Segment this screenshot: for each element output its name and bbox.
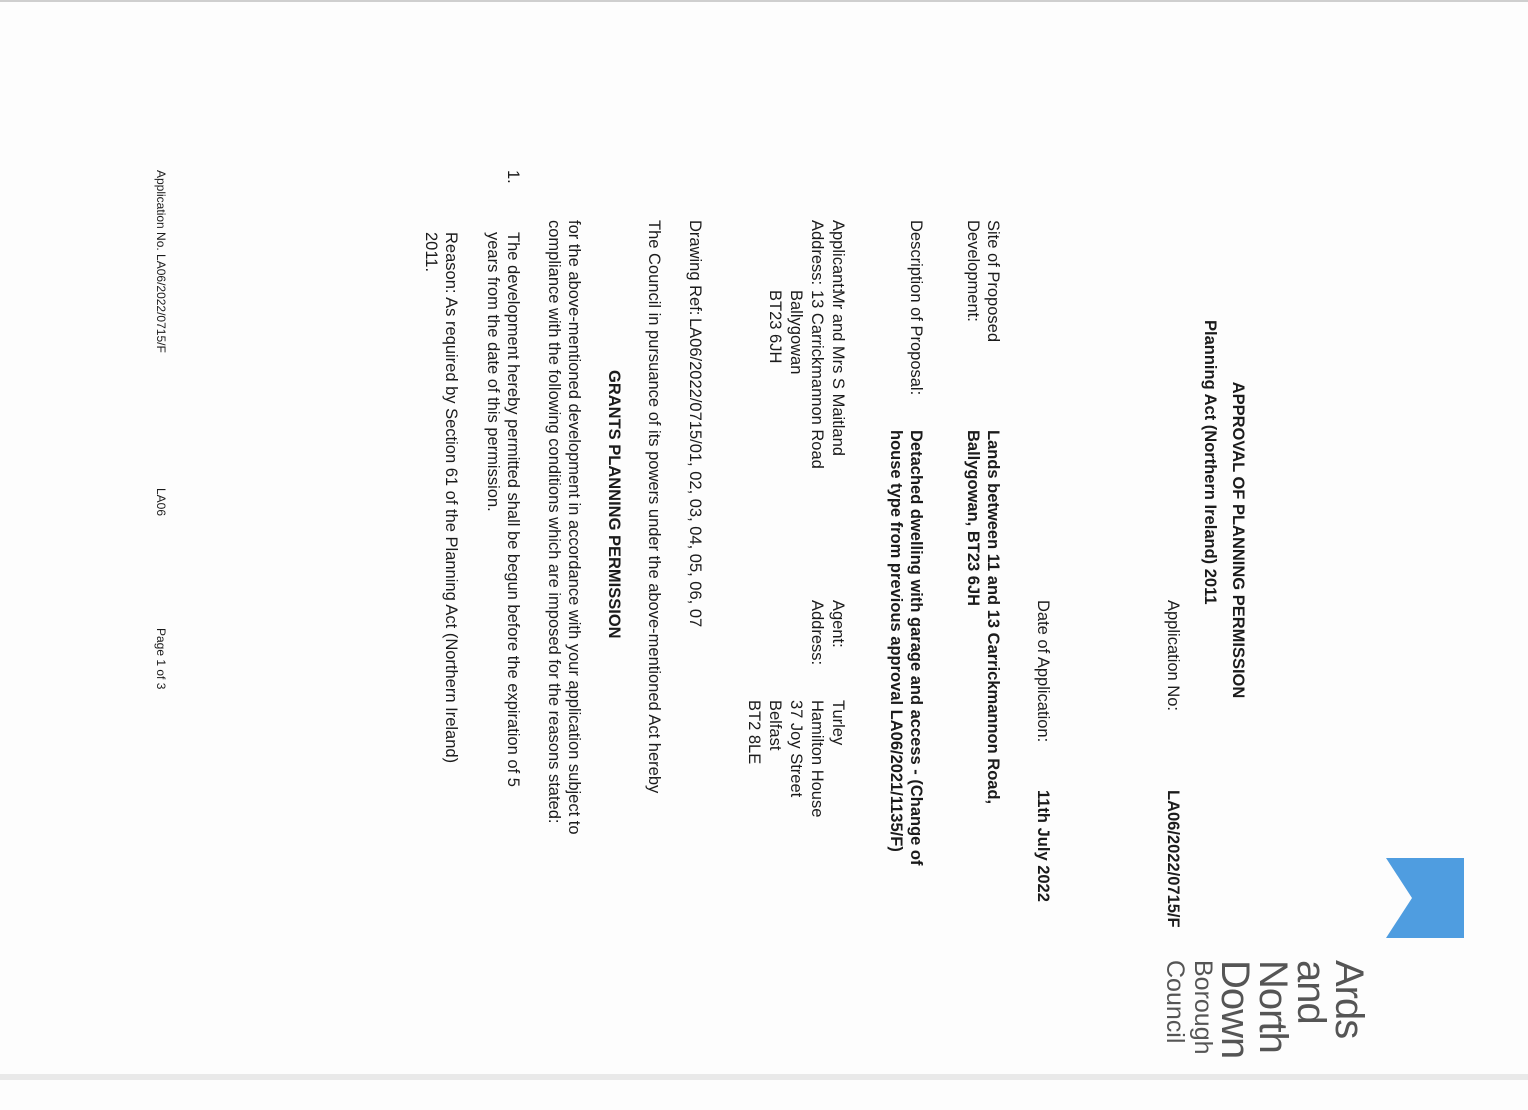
condition-text-line-1: The development hereby permitted shall be begun before the expiration of 5 [504,232,522,787]
agent-address-label: Address: [808,600,826,666]
footer-office: LA06 [154,488,168,517]
intro-line-2: compliance with the following conditions which are imposed for the reasons stated: [545,220,563,824]
applicant-name: Mr and Mrs S Maitland [829,290,847,456]
council-logo-text [1161,960,1371,1110]
council-logo-chevron-icon [1386,858,1464,938]
logo-line-1: Ards and [1289,960,1371,1039]
applicant-label: Applicant: [829,220,847,293]
agent-label: Agent: [829,600,847,648]
drawing-ref-value: LA06/2022/0715/01, 02, 03, 04, 05, 06, 07 [686,318,704,628]
agent-address-line: BT2 8LE [745,700,763,765]
condition-text-line-2: years from the date of this permission. [484,232,502,512]
description-value-line-2: house type from previous approval LA06/2021/1135/F) [887,430,905,852]
description-label: Description of Proposal: [907,220,925,396]
agent-name: Turley [829,700,847,746]
application-no-label: Application No: [1164,600,1182,711]
site-label-line-1: Site of Proposed [984,220,1002,342]
agent-address-line: Belfast [766,700,784,751]
logo-line-2: North Down [1213,960,1295,1059]
condition-number: 1. [504,170,522,184]
agent-address-line: 37 Joy Street [787,700,805,798]
date-of-application-value: 11th July 2022 [1034,790,1052,902]
condition-reason-line-2: 2011. [422,232,440,273]
act-title: Planning Act (Northern Ireland) 2011 [1201,320,1219,605]
condition-reason-line-1: Reason: As required by Section 61 of the Planning Act (Northern Ireland) [442,232,460,764]
application-no-value: LA06/2022/0715/F [1164,790,1182,928]
logo-line-3: Borough Council [1161,960,1217,1055]
date-of-application-label: Date of Application: [1034,600,1052,743]
page-title: APPROVAL OF PLANNING PERMISSION [1229,381,1247,699]
site-value-line-1: Lands between 11 and 13 Carrickmannon Road, [984,430,1002,805]
applicant-address-line: 13 Carrickmannon Road [808,290,826,469]
applicant-address-line: Ballygowan [787,290,805,375]
drawing-ref-label: Drawing Ref: [686,220,704,316]
agent-address-line: Hamilton House [808,700,826,818]
grants-heading: GRANTS PLANNING PERMISSION [605,370,623,639]
footer-application-no: Application No. LA06/2022/0715/F [154,170,168,353]
intro-line-1: for the above-mentioned development in accordance with your application subject to [565,220,583,835]
description-value-line-1: Detached dwelling with garage and access - (Change of [907,430,925,866]
pursuance-text: The Council in pursuance of its powers under the above-mentioned Act hereby [645,220,663,794]
footer-page-number: Page 1 of 3 [154,628,168,690]
applicant-address-line: BT23 6JH [766,290,784,364]
applicant-address-label: Address: [808,220,826,286]
site-value-line-2: Ballygowan, BT23 6JH [964,430,982,607]
site-label-line-2: Development: [964,220,982,322]
